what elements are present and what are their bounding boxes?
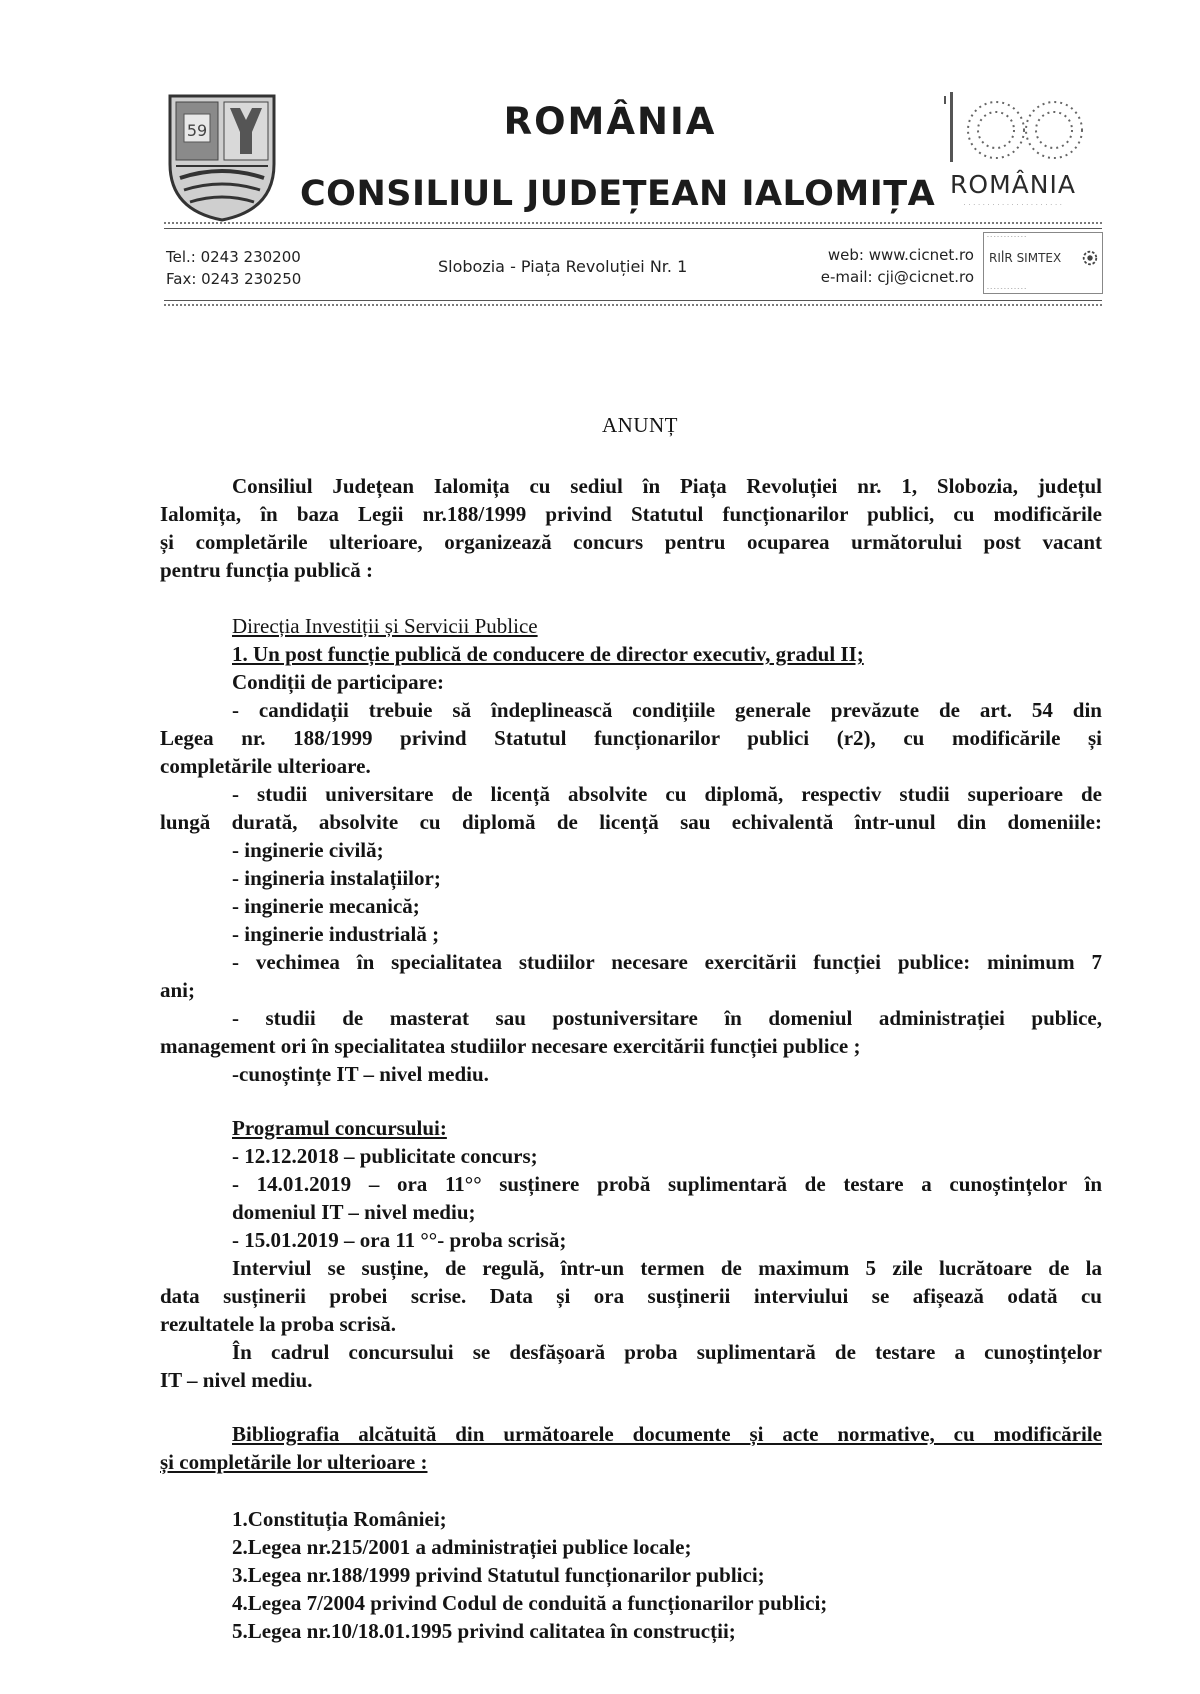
institution-name: CONSILIUL JUDEȚEAN IALOMIȚA xyxy=(300,174,936,214)
svg-text:59: 59 xyxy=(186,121,208,140)
country-name: ROMÂNIA xyxy=(503,100,717,143)
condition-line: -cunoștințe IT – nivel mediu. xyxy=(232,1062,489,1086)
condition-line: - vechimea în specialitatea studiilor necesare exercitării funcției publice: minimum 7 xyxy=(232,950,1102,974)
program-line: În cadrul concursului se desfășoară proba suplimentară de testare a cunoștințelor xyxy=(232,1340,1102,1364)
condition-line: management ori în specialitatea studiilor necesare exercitării funcției publice ; xyxy=(160,1034,861,1058)
centenar-label: ROMÂNIA xyxy=(950,170,1076,199)
bibliography-item: 1.Constituția României; xyxy=(232,1507,447,1531)
program-line: domeniul IT – nivel mediu; xyxy=(232,1200,476,1224)
document-title: ANUNȚ xyxy=(602,413,678,437)
fax-number: Fax: 0243 230250 xyxy=(166,270,302,288)
gear-icon xyxy=(1081,249,1099,267)
website: web: www.cicnet.ro xyxy=(827,246,974,264)
program-line: - 14.01.2019 – ora 11°° susținere probă suplimentară de testare a cunoștințelor în xyxy=(232,1172,1102,1196)
bibliography-item: 5.Legea nr.10/18.01.1995 privind calitatea în construcții; xyxy=(232,1619,736,1643)
email-address: e-mail: cji@cicnet.ro xyxy=(820,268,974,286)
web-email-block xyxy=(760,244,974,288)
condition-line: - ingineria instalațiilor; xyxy=(232,866,441,890)
position-heading: 1. Un post funcție publică de conducere de director executiv, gradul II; xyxy=(232,642,864,666)
intro-line: Consiliul Județean Ialomița cu sediul în Piața Revoluției nr. 1, Slobozia, județul xyxy=(232,474,1102,498)
bibliography-item: 4.Legea 7/2004 privind Codul de conduită a funcționarilor publici; xyxy=(232,1591,828,1615)
address: Slobozia - Piața Revoluției Nr. 1 xyxy=(438,257,688,276)
department-heading: Direcția Investiții și Servicii Publice xyxy=(232,614,538,638)
header-divider-bottom-dotted xyxy=(164,304,1102,306)
intro-line: Ialomița, în baza Legii nr.188/1999 privind Statutul funcționarilor publici, cu modificările xyxy=(160,502,1102,526)
condition-line: ani; xyxy=(160,978,196,1002)
bibliography-heading: Bibliografia alcătuită din următoarele documente și acte normative, cu modificările xyxy=(232,1422,1102,1446)
condition-line: - candidații trebuie să îndeplinească condițiile generale prevăzute de art. 54 din xyxy=(232,698,1102,722)
program-line: Interviul se susține, de regulă, într-un termen de maximum 5 zile lucrătoare de la xyxy=(232,1256,1102,1280)
certification-decoration-top: - - - - - - - - - - - - xyxy=(987,234,1027,240)
condition-line: - inginerie mecanică; xyxy=(232,894,420,918)
bibliography-heading: și completările lor ulterioare : xyxy=(160,1450,428,1474)
header-divider-top-solid xyxy=(164,228,1102,229)
condition-line: Legea nr. 188/1999 privind Statutul funcționarilor publici (r2), cu modificările și xyxy=(160,726,1102,750)
certification-label: RIꟾR SIMTEX xyxy=(989,251,1062,265)
condition-line: - studii universitare de licență absolvite cu diplomă, respectiv studii superioare de xyxy=(232,782,1102,806)
phone-fax-block xyxy=(166,246,301,290)
letterhead-titles xyxy=(300,100,936,216)
condition-line: - inginerie civilă; xyxy=(232,838,384,862)
conditions-heading: Condiții de participare: xyxy=(232,670,444,694)
intro-line: pentru funcția publică : xyxy=(160,558,373,582)
bibliography-item: 3.Legea nr.188/1999 privind Statutul funcționarilor publici; xyxy=(232,1563,765,1587)
header-divider-top xyxy=(164,222,1102,224)
condition-line: completările ulterioare. xyxy=(160,754,371,778)
program-line: rezultatele la proba scrisă. xyxy=(160,1312,397,1336)
program-line: - 12.12.2018 – publicitate concurs; xyxy=(232,1144,538,1168)
program-heading: Programul concursului: xyxy=(232,1116,447,1140)
intro-line: și completările ulterioare, organizează concurs pentru ocuparea următorului post vacant xyxy=(160,530,1102,554)
bibliography-item: 2.Legea nr.215/2001 a administrației publice locale; xyxy=(232,1535,692,1559)
program-line: - 15.01.2019 – ora 11 °°- proba scrisă; xyxy=(232,1228,567,1252)
program-line: IT – nivel mediu. xyxy=(160,1368,313,1392)
certification-decoration-bottom: - - - - - - - - - - - - xyxy=(987,286,1027,292)
certification-badge xyxy=(983,232,1103,294)
centenar-subtitle-decoration: · · · · · · · · · · · · · · · · · · · · · xyxy=(963,202,1063,209)
phone-number: Tel.: 0243 230200 xyxy=(166,248,301,266)
condition-line: lungă durată, absolvite cu diplomă de licență sau echivalentă într-unul din domeniile: xyxy=(160,810,1102,834)
county-coat-of-arms-icon xyxy=(166,92,278,222)
program-line: data susținerii probei scrise. Data și ora susținerii interviului se afișează odată cu xyxy=(160,1284,1102,1308)
header-divider-bottom xyxy=(164,300,1102,301)
condition-line: - inginerie industrială ; xyxy=(232,922,440,946)
condition-line: - studii de masterat sau postuniversitare în domeniul administrației publice, xyxy=(232,1006,1102,1030)
